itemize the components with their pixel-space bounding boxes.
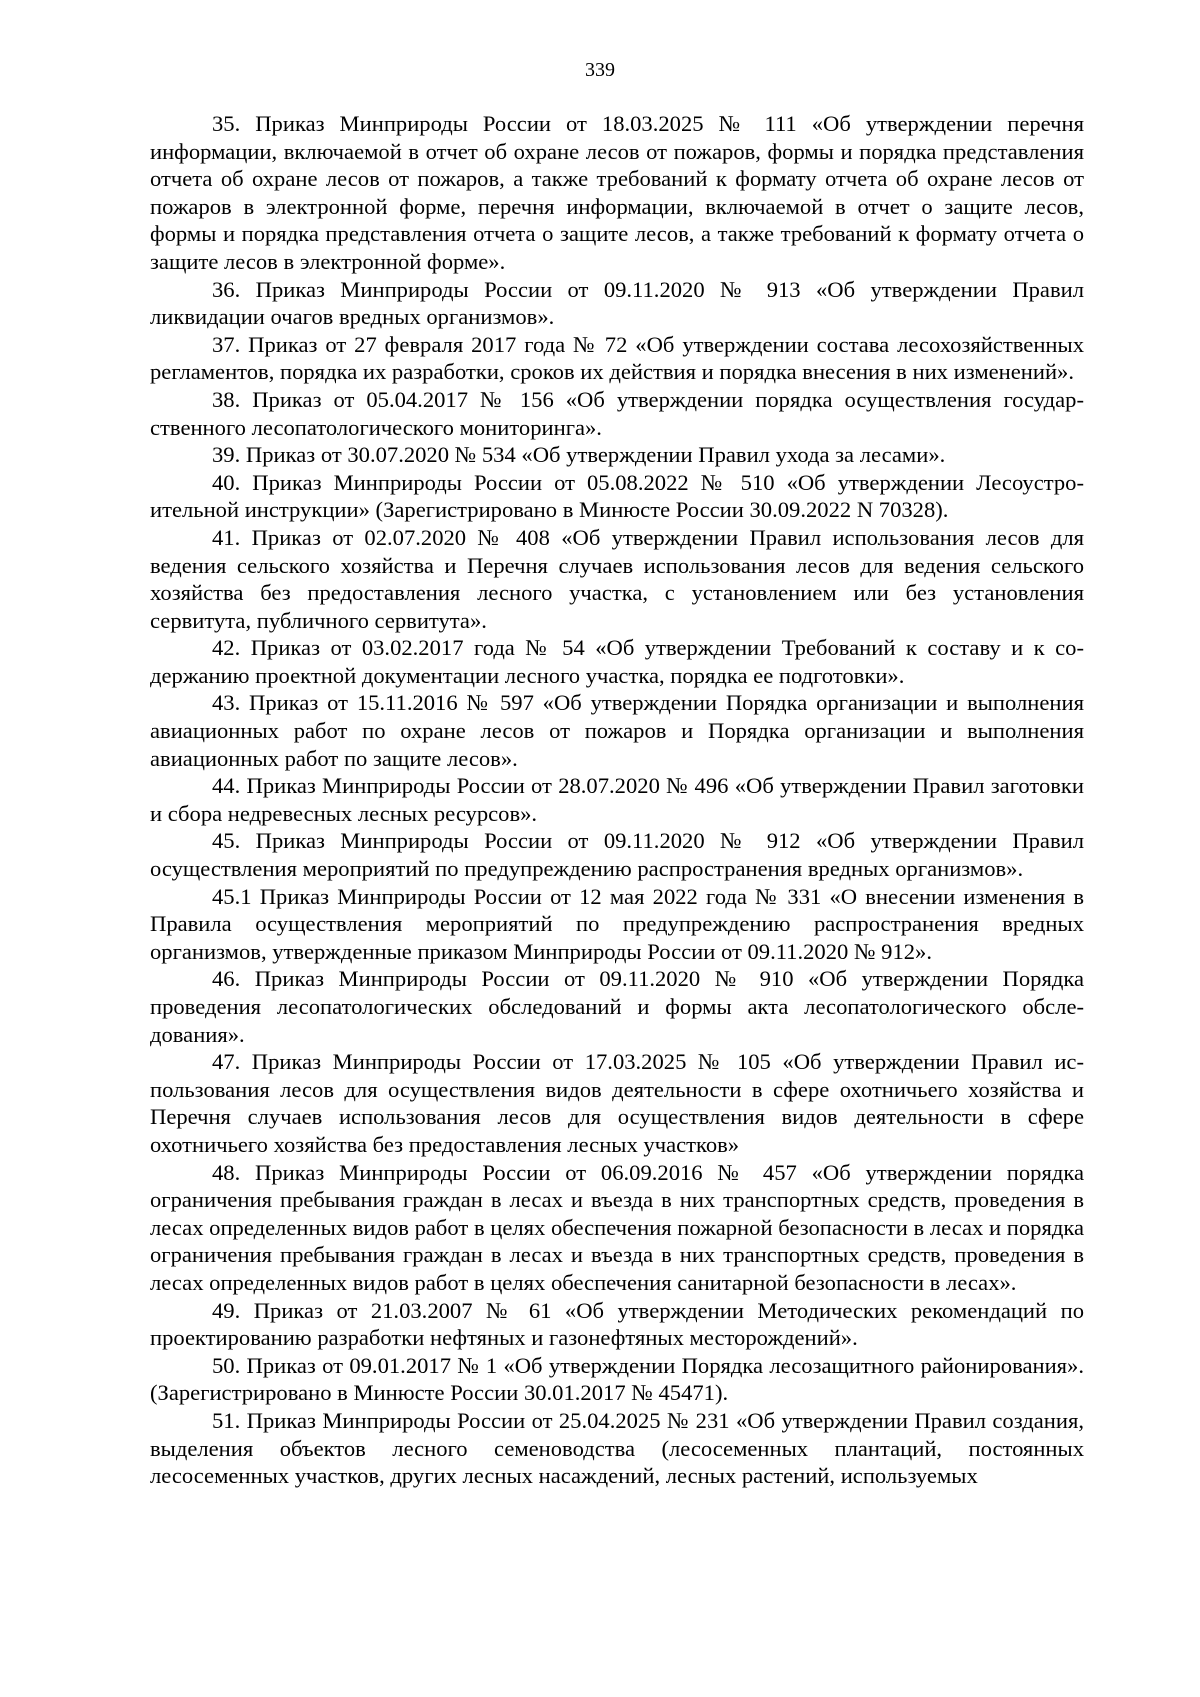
list-item: 40. Приказ Минприроды России от 05.08.2022 № 510 «Об утверждении Лесоустроительной инструкции» (Зарегистрировано в Минюсте России 30.09.2022 N 70328).: [150, 469, 1084, 523]
list-item: 46. Приказ Минприроды России от 09.11.2020 № 910 «Об утверждении Порядка проведения лесопатологических обследований и формы акта лесопатологического обследования».: [150, 966, 1084, 1047]
list-item: 39. Приказ от 30.07.2020 № 534 «Об утверждении Правил ухода за лесами».: [212, 442, 946, 468]
list-item: 51. Приказ Минприроды России от 25.04.2025 № 231 «Об утверждении Правил создания, выделения объектов лесного семеноводства (лесосеменных плантаций, постоянных лесосеменных участков, других лесных насаждений, лесных растений, используемых: [150, 1407, 1084, 1489]
list-item: 42. Приказ от 03.02.2017 года № 54 «Об утверждении Требований к составу и к содержанию проектной документации лесного участка, порядка ее подготовки».: [150, 635, 1084, 688]
list-item: 44. Приказ Минприроды России от 28.07.2020 № 496 «Об утверждении Правил заготовки и сбора недревесных лесных ресурсов».: [150, 773, 1084, 826]
list-item: 36. Приказ Минприроды России от 09.11.2020 № 913 «Об утверждении Правил ликвидации очагов вредных организмов».: [150, 276, 1084, 330]
page-number: 339: [585, 59, 615, 81]
list-item: 43. Приказ от 15.11.2016 № 597 «Об утверждении Порядка организации и выполнения авиационных работ по охране лесов от пожаров и Порядка организации и выполнения авиационных работ по защите лесов».: [150, 690, 1084, 771]
list-item: 38. Приказ от 05.04.2017 № 156 «Об утверждении порядка осуществления государственного лесопатологического мониторинга».: [150, 386, 1084, 440]
document-body: [150, 110, 1084, 1490]
list-item: 37. Приказ от 27 февраля 2017 года № 72 «Об утверждении состава лесохозяйственных регламентов, порядка их разработки, сроков их действия и порядка внесения в них изменений».: [150, 331, 1084, 385]
list-item: 35. Приказ Минприроды России от 18.03.2025 № 111 «Об утверждении перечня информации, включаемой в отчет об охране лесов от пожаров, формы и порядка представления отчета об охране лесов от пожаров, а также требований к формату отчета об охране лесов от пожаров в электронной форме, перечня информации, включаемой в отчет о защите лесов, формы и порядка представления отчета о защите лесов, а также требований к формату отчета о защите лесов в электронной форме».: [150, 111, 1084, 274]
list-item: 47. Приказ Минприроды России от 17.03.2025 № 105 «Об утверждении Правил использования лесов для осуществления видов деятельности в сфере охотничьего хозяйства и Перечня случаев использования лесов для осуществления видов деятельности в сфере охотничьего хозяйства без предоставления лесных участков»: [150, 1049, 1084, 1157]
list-item: 45.1 Приказ Минприроды России от 12 мая 2022 года № 331 «О внесении изменения в Правила осуществления мероприятий по предупреждению распространения вредных организмов, утвержденные приказом Минприроды России от 09.11.2020 № 912».: [150, 883, 1084, 964]
list-item: 49. Приказ от 21.03.2007 № 61 «Об утверждении Методических рекомендаций по проектированию разработки нефтяных и газонефтяных месторождений».: [150, 1297, 1084, 1351]
list-item: 45. Приказ Минприроды России от 09.11.2020 № 912 «Об утверждении Правил осуществления мероприятий по предупреждению распространения вредных организмов».: [150, 828, 1084, 882]
list-item: 41. Приказ от 02.07.2020 № 408 «Об утверждении Правил использования лесов для ведения сельского хозяйства и Перечня случаев использования лесов для ведения сельского хозяйства без предоставления лесного участка, с установлением или без установления сервитута, публичного сервитута».: [150, 524, 1084, 633]
list-item: 50. Приказ от 09.01.2017 № 1 «Об утверждении Порядка лесозащитного районирования». (Зарегистрировано в Минюсте России 30.01.2017 № 45471).: [150, 1352, 1084, 1406]
list-item: 48. Приказ Минприроды России от 06.09.2016 № 457 «Об утверждении порядка ограничения пребывания граждан в лесах и въезда в них транспортных средств, проведения в лесах определенных видов работ в целях обеспечения пожарной безопасности в лесах и порядка ограничения пребывания граждан в лесах и въезда в них транспортных средств, проведения в лесах определенных видов работ в целях обеспечения санитарной безопасности в лесах».: [150, 1159, 1084, 1295]
